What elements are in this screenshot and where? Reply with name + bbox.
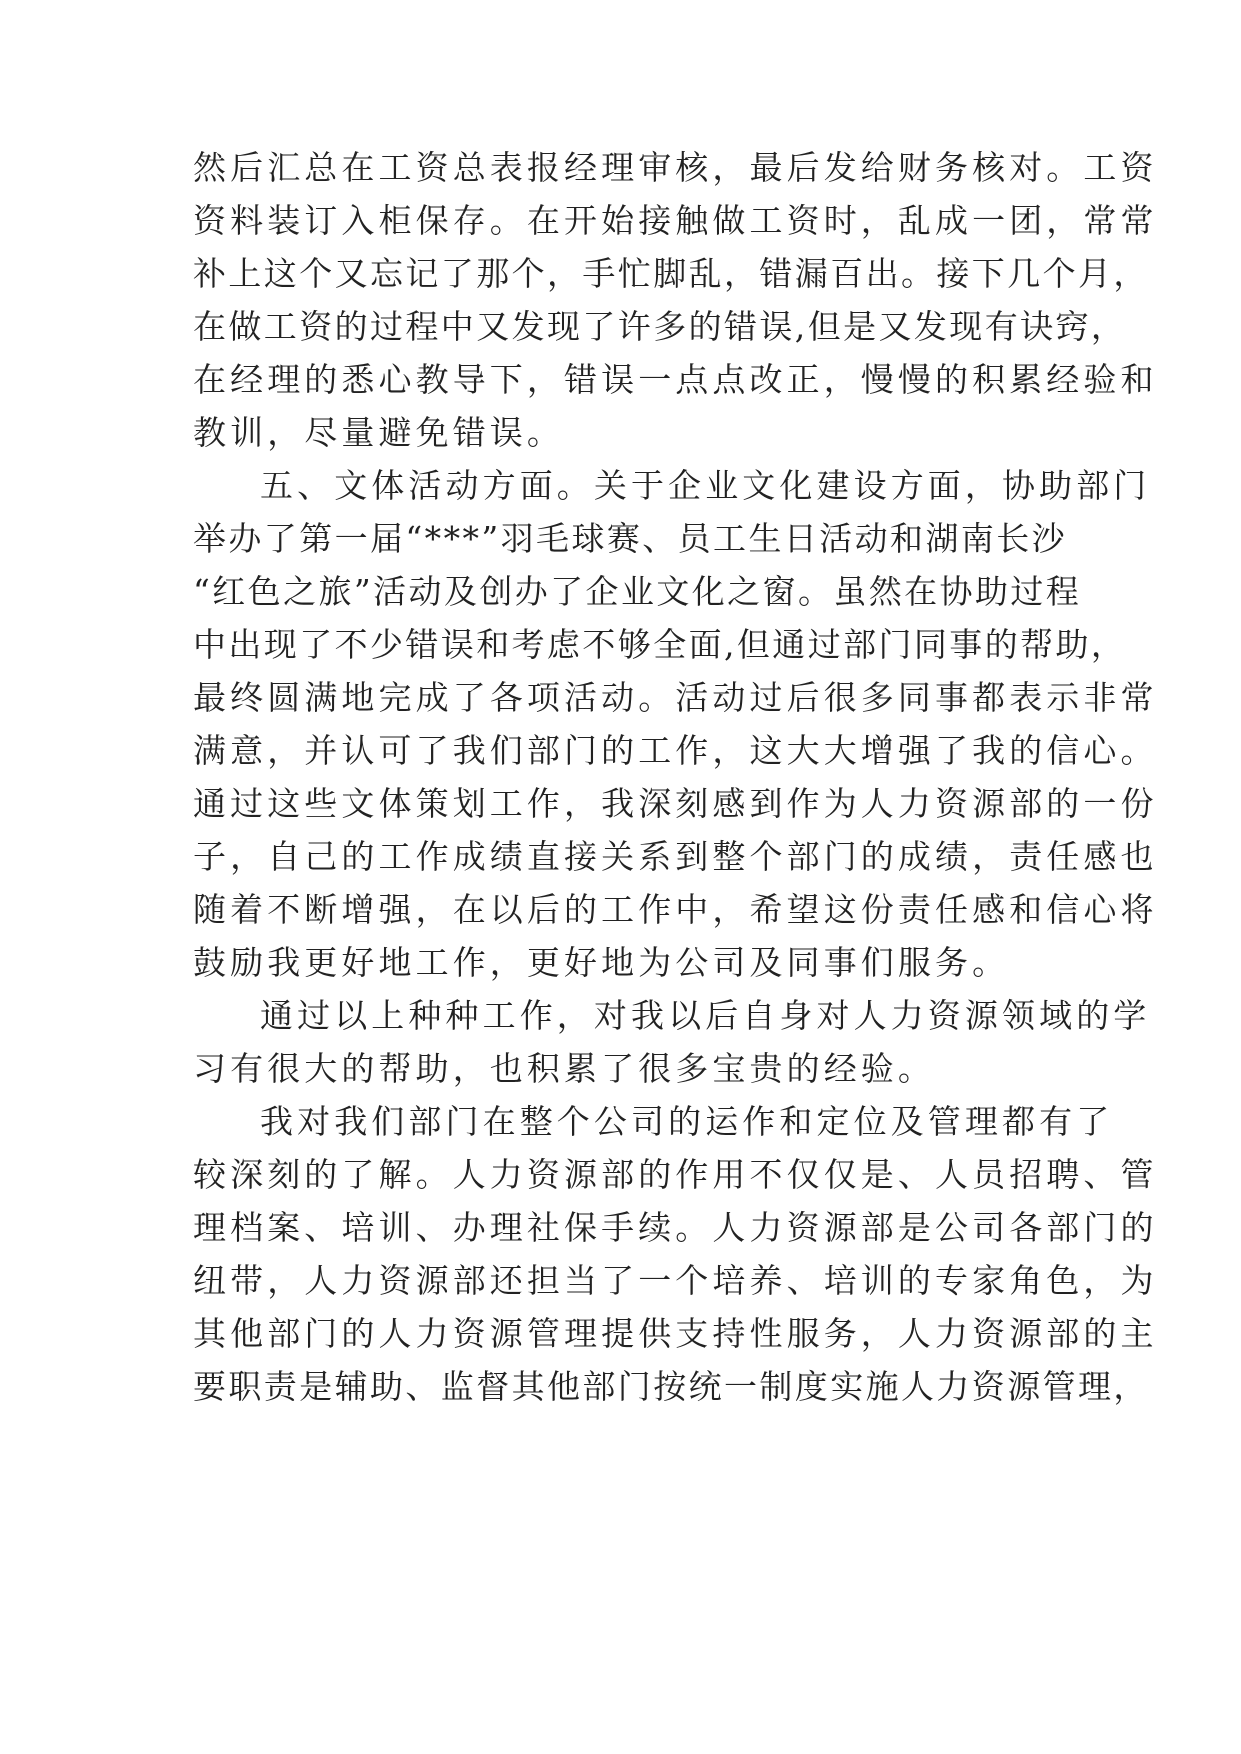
text-line: 要职责是辅助、监督其他部门按统一制度实施人力资源管理，	[193, 1367, 1149, 1406]
text-line: 最终圆满地完成了各项活动。活动过后很多同事都表示非常	[193, 678, 1158, 717]
text-line: 较深刻的了解。人力资源部的作用不仅仅是、人员招聘、管	[193, 1155, 1158, 1194]
paragraph-first-line: 我对我们部门在整个公司的运作和定位及管理都有了	[260, 1102, 1114, 1141]
text-line: 教训，尽量避免错误。	[193, 413, 564, 452]
text-line: 满意，并认可了我们部门的工作，这大大增强了我的信心。	[193, 731, 1158, 770]
text-line: 理档案、培训、办理社保手续。人力资源部是公司各部门的	[193, 1208, 1158, 1247]
text-line: 习有很大的帮助，也积累了很多宝贵的经验。	[193, 1049, 935, 1088]
text-line: 子，自己的工作成绩直接关系到整个部门的成绩，责任感也	[193, 837, 1158, 876]
text-line: 在做工资的过程中又发现了许多的错误,但是又发现有诀窍，	[193, 307, 1127, 346]
text-line: 随着不断增强，在以后的工作中，希望这份责任感和信心将	[193, 890, 1158, 929]
text-line: 鼓励我更好地工作，更好地为公司及同事们服务。	[193, 943, 1010, 982]
text-line: 通过这些文体策划工作，我深刻感到作为人力资源部的一份	[193, 784, 1158, 823]
text-line: “红色之旅”活动及创办了企业文化之窗。虽然在协助过程	[193, 572, 1082, 611]
text-line: 资料装订入柜保存。在开始接触做工资时，乱成一团，常常	[193, 201, 1158, 240]
text-line: 中出现了不少错误和考虑不够全面,但通过部门同事的帮助，	[193, 625, 1127, 664]
text-line: 其他部门的人力资源管理提供支持性服务，人力资源部的主	[193, 1314, 1158, 1353]
text-line: 在经理的悉心教导下，错误一点点改正，慢慢的积累经验和	[193, 360, 1158, 399]
text-line: 举办了第一届“***”羽毛球赛、员工生日活动和湖南长沙	[193, 519, 1068, 558]
text-line: 然后汇总在工资总表报经理审核，最后发给财务核对。工资	[193, 148, 1158, 187]
text-line: 补上这个又忘记了那个，手忙脚乱，错漏百出。接下几个月，	[193, 254, 1149, 293]
text-line: 纽带，人力资源部还担当了一个培养、培训的专家角色，为	[193, 1261, 1158, 1300]
paragraph-first-line: 五、文体活动方面。关于企业文化建设方面，协助部门	[260, 466, 1151, 505]
paragraph-first-line: 通过以上种种工作，对我以后自身对人力资源领域的学	[260, 996, 1151, 1035]
